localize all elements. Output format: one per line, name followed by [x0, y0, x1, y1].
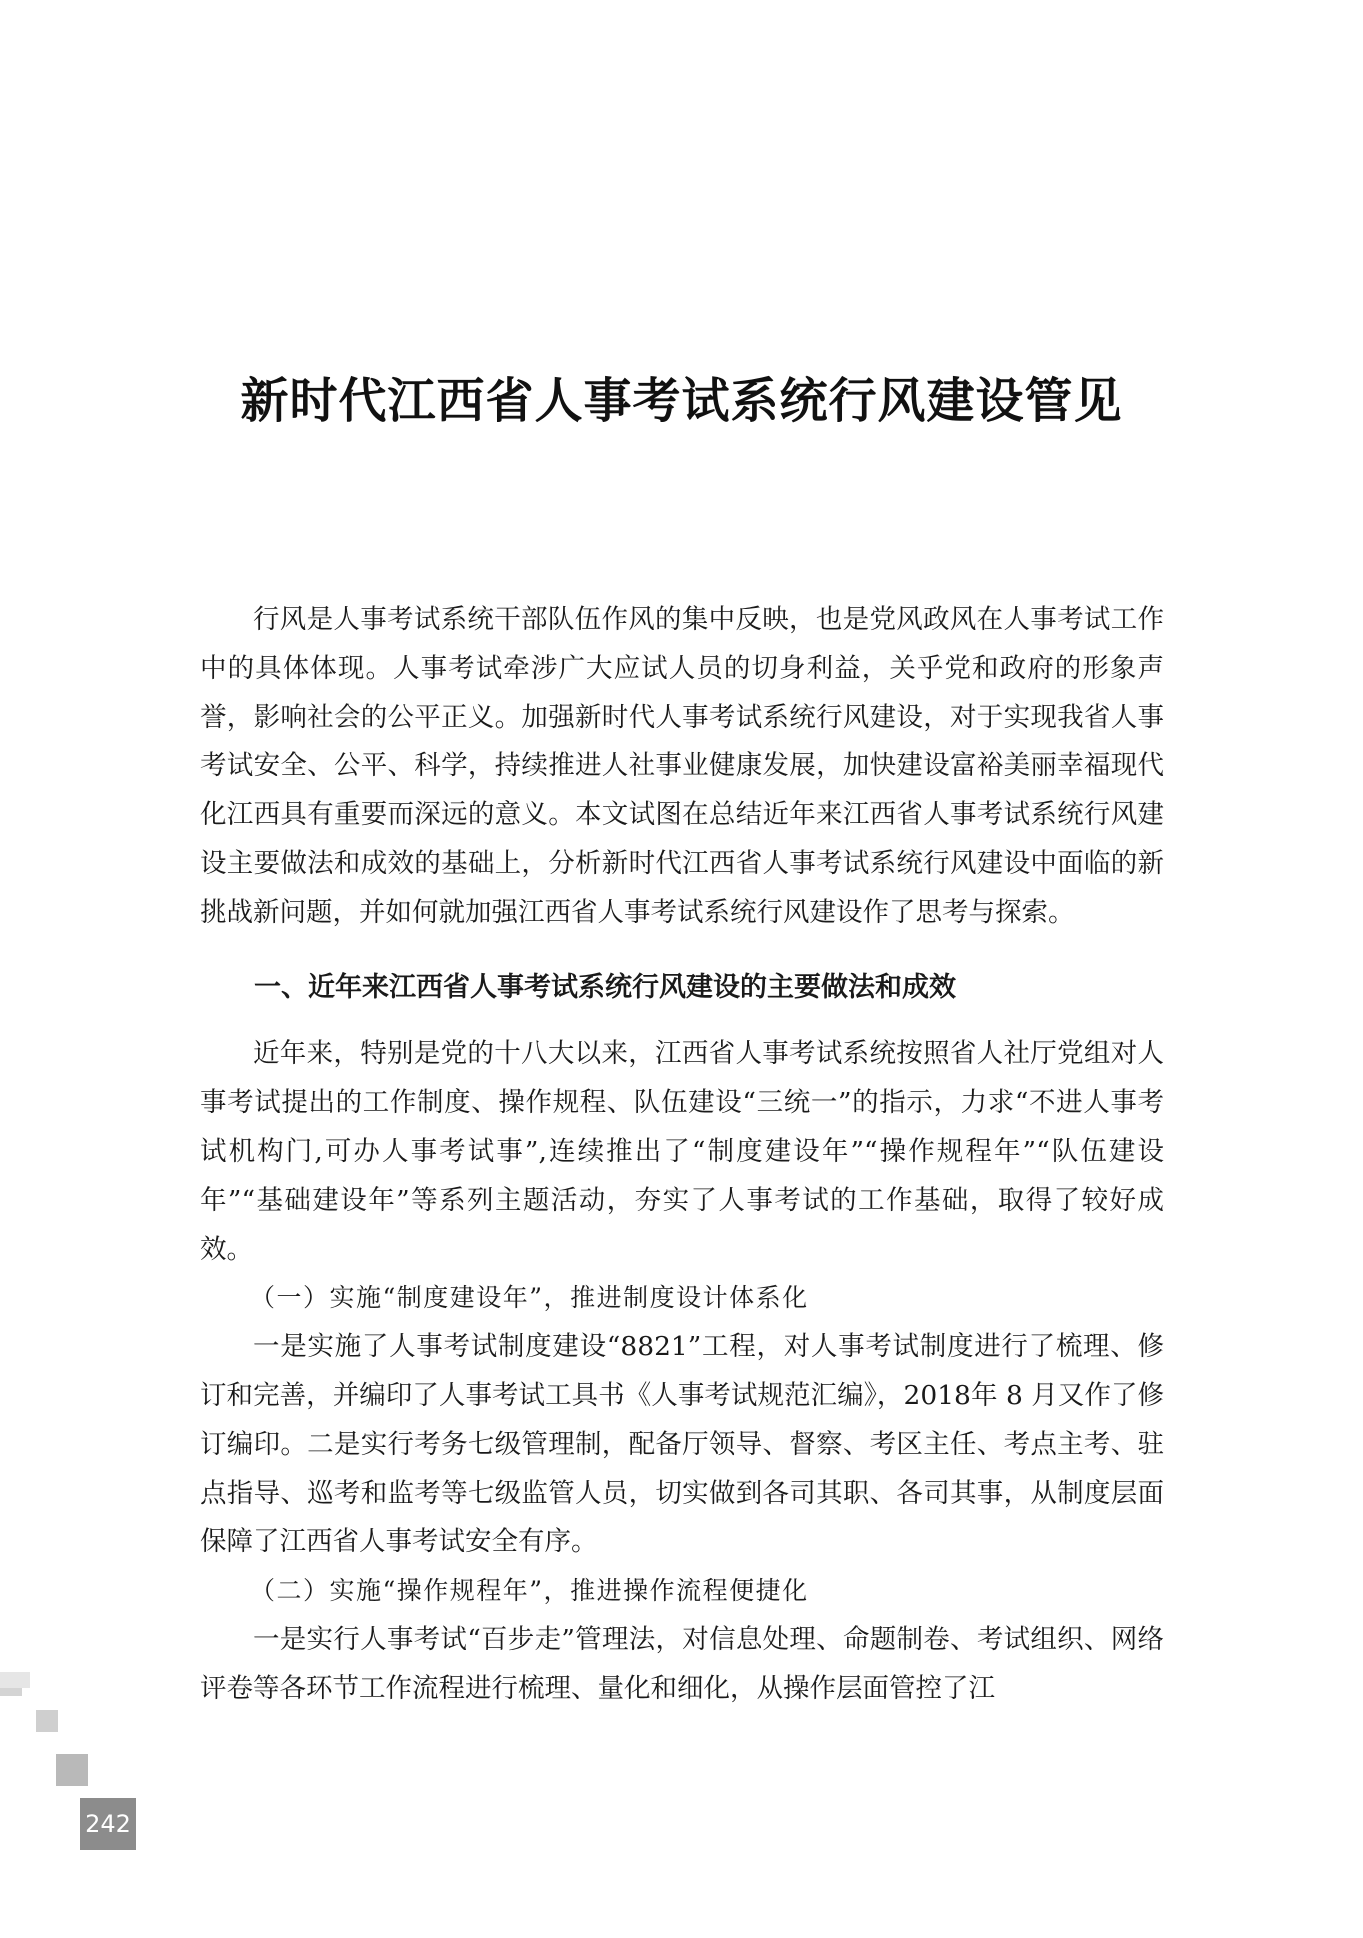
- page-number: 242: [80, 1798, 136, 1850]
- document-title: 新时代江西省人事考试系统行风建设管见: [240, 373, 1123, 429]
- decorative-square: [0, 1688, 22, 1696]
- intro-paragraph: 行风是人事考试系统干部队伍作风的集中反映，也是党风政风在人事考试工作中的具体体现。人事考试牵涉广大应试人员的切身利益，关乎党和政府的形象声誉，影响社会的公平正义。加强新时代人事考试系统行风建设，对于实现我省人事考试安全、公平、科学，持续推进人社事业健康发展，加快建设富裕美丽幸福现代化江西具有重要而深远的意义。本文试图在总结近年来江西省人事考试系统行风建设主要做法和成效的基础上，分析新时代江西省人事考试系统行风建设中面临的新挑战新问题，并如何就加强江西省人事考试系统行风建设作了思考与探索。: [200, 604, 1164, 928]
- decorative-square: [56, 1754, 88, 1786]
- subsection-heading-2: （二）实施“操作规程年”，推进操作流程便捷化: [250, 1576, 809, 1606]
- subsection-2-paragraph: 一是实行人事考试“百步走”管理法，对信息处理、命题制卷、考试组织、网络评卷等各环节工作流程进行梳理、量化和细化，从操作层面管控了江: [200, 1623, 1164, 1704]
- section-heading-1: 一、近年来江西省人事考试系统行风建设的主要做法和成效: [254, 971, 956, 1003]
- document-body: [200, 596, 1164, 1714]
- subsection-1-paragraph: 一是实施了人事考试制度建设“8821”工程，对人事考试制度进行了梳理、修订和完善，并编印了人事考试工具书《人事考试规范汇编》，2018年 8 月又作了修订编印。二是实行考务七级管理制，配备厅领导、督察、考区主任、考点主考、驻点指导、巡考和监考等七级监管人员，切实做到各司其职、各司其事，从制度层面保障了江西省人事考试安全有序。: [200, 1331, 1164, 1558]
- decorative-square: [36, 1710, 58, 1732]
- section-1-paragraph: 近年来，特别是党的十八大以来，江西省人事考试系统按照省人社厅党组对人事考试提出的工作制度、操作规程、队伍建设“三统一”的指示，力求“不进人事考试机构门,可办人事考试事”,连续推出了“制度建设年”“操作规程年”“队伍建设年”“基础建设年”等系列主题活动，夯实了人事考试的工作基础，取得了较好成效。: [200, 1038, 1164, 1265]
- decorative-square: [0, 1672, 30, 1688]
- subsection-heading-1: （一）实施“制度建设年”，推进制度设计体系化: [250, 1283, 809, 1313]
